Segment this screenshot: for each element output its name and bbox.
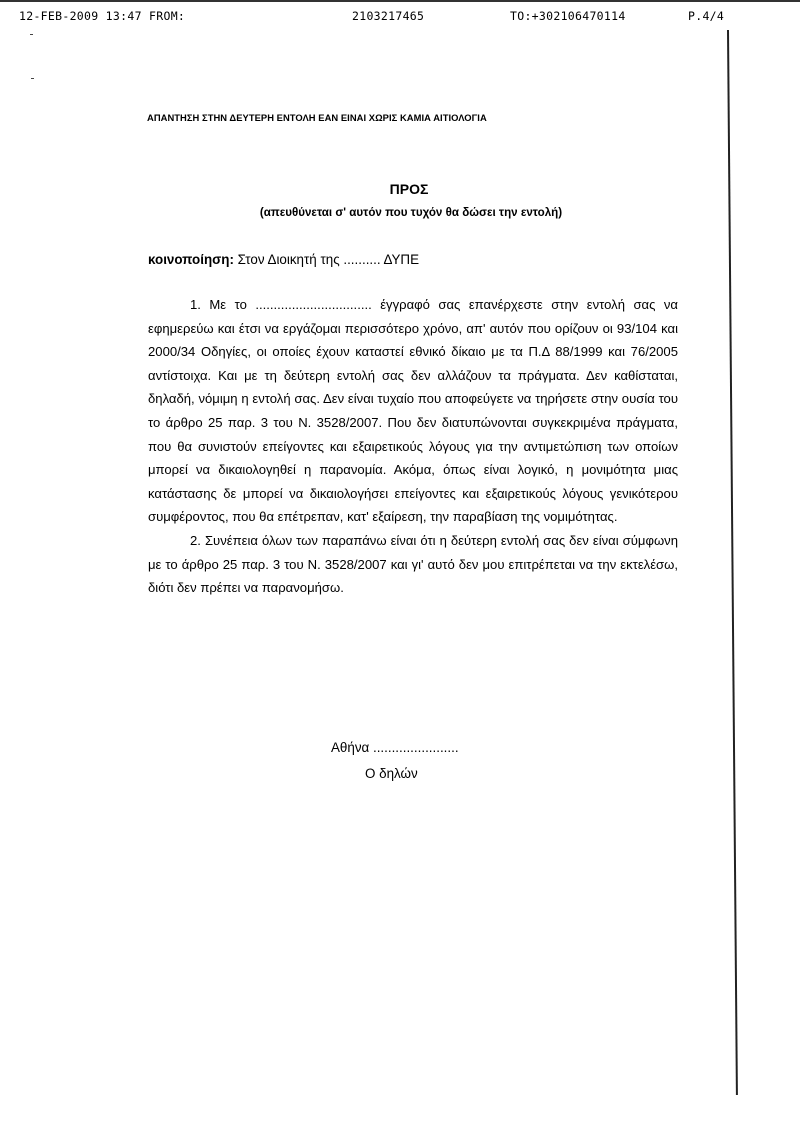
page-top-edge — [0, 0, 800, 2]
recipient-note: (απευθύνεται σ' αυτόν που τυχόν θα δώσει την εντολή) — [259, 206, 563, 219]
fax-to-number: TO:+302106470114 — [510, 9, 626, 23]
scan-speck — [30, 34, 33, 35]
notification-text: Στον Διοικητή της .......... ΔΥΠΕ — [233, 252, 420, 267]
fax-from-number: 2103217465 — [352, 9, 425, 23]
scan-speck — [31, 78, 34, 79]
signatory: Ο δηλών — [365, 766, 418, 781]
paragraph-2: 2. Συνέπεια όλων των παραπάνω είναι ότι η δεύτερη εντολή σας δεν είναι σύμφωνη με το άρθρο 25 παρ. 3 του Ν. 3528/2007 και γι' αυτό δεν μου επιτρέπεται να την εκτελέσω, διότι δεν πρέπει να παρανομήσω. — [148, 532, 678, 596]
document-title: ΑΠΑΝΤΗΣΗ ΣΤΗΝ ΔΕΥΤΕΡΗ ΕΝΤΟΛΗ ΕΑΝ ΕΙΝΑΙ ΧΩΡΙΣ ΚΑΜΙΑ ΑΙΤΙΟΛΟΓΙΑ — [147, 112, 487, 123]
fax-datetime: 12-FEB-2009 13:47 FROM: — [19, 9, 186, 23]
signature-block — [331, 735, 459, 787]
notification-line — [148, 252, 419, 267]
fax-header — [0, 9, 800, 25]
recipient-heading: ΠΡΟΣ — [389, 181, 429, 197]
notification-label: κοινοποίηση: — [148, 252, 234, 267]
document-body — [148, 293, 678, 600]
place-date: Αθήνα ....................... — [331, 740, 459, 755]
paragraph-1: 1. Με το ................................ έγγραφό σας επανέρχεστε στην εντολή σας να εφημερεύω και έτσι να εργάζομαι περισσότερο χρόνο, απ' αυτόν που ορίζουν οι 93/104 και 2000/34 Οδηγίες, οι οποίες έχουν καταστεί εθνικό δίκαιο με τα Π.Δ 88/1999 και 76/2005 αντίστοιχα. Και με τη δεύτερη εντολή σας δεν αλλάζουν τα πράγματα. Δεν καθίσταται, δηλαδή, νόμιμη η εντολή σας. Δεν είναι τυχαίο που αποφεύγετε να τηρήσετε στην ουσία του το άρθρο 25 παρ. 3 του Ν. 3528/2007. Που δεν διατυπώνονται συγκεκριμένα πράγματα, που θα συνιστούν επείγοντες και εξαιρετικούς λόγους για την αντιμετώπιση των οποίων μπορεί να δικαιολογηθεί η παρανομία. Ακόμα, όπως είναι λογικό, η μονιμότητα μιας κατάστασης δε μπορεί να δικαιολογήσει επείγοντες και εξαιρετικούς λόγους γενικότερου συμφέροντος, που θα επέτρεπαν, κατ' εξαίρεση, την παραβίαση της νομιμότητας. — [148, 297, 678, 525]
fax-page-number: P.4/4 — [688, 9, 725, 23]
